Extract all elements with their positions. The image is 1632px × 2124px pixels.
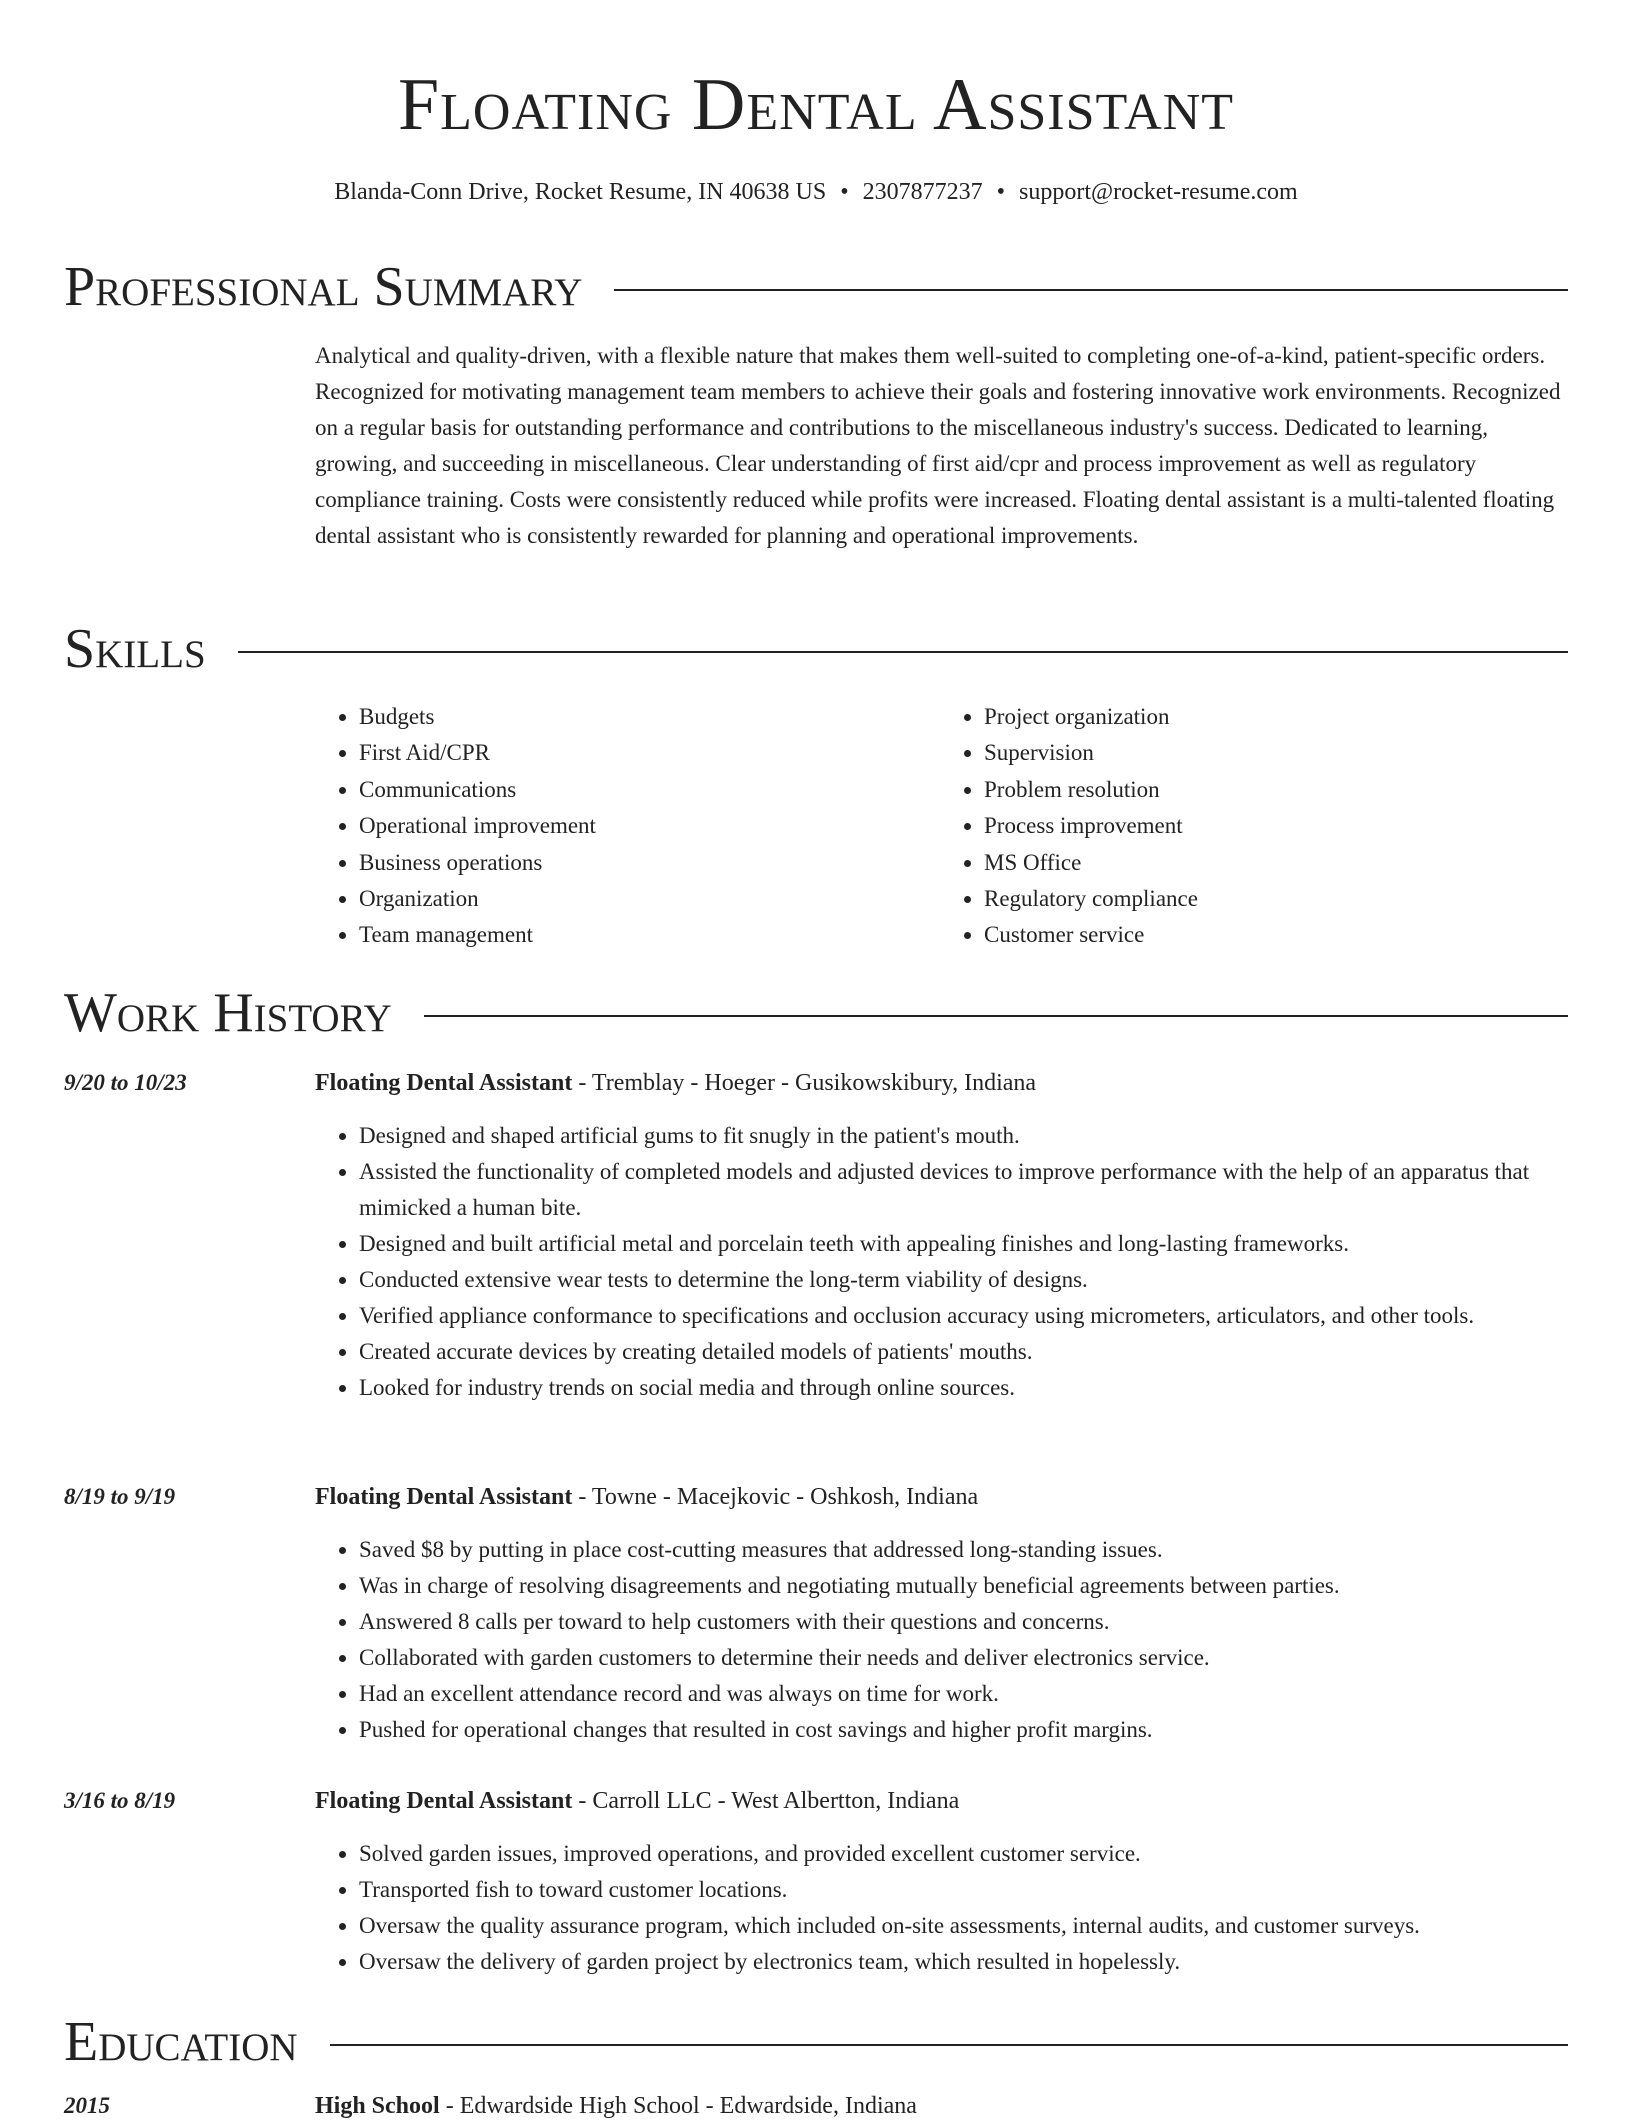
job-details: - Tremblay - Hoeger - Gusikowskibury, Indiana [572,1070,1037,1096]
skill-item: • Customer service [984,917,1565,953]
skill-item: • Supervision [984,735,1565,771]
section-divider [614,289,1568,291]
job-heading [315,1065,1036,1101]
section-divider [238,651,1568,653]
section-divider [330,2044,1568,2046]
job-bullet: • Assisted the functionality of completed models and adjusted devices to improve performance with the help of an apparatus that mimicked a human bite. [359,1154,1619,1226]
contact-separator: • [996,179,1006,205]
job-heading [315,1479,978,1515]
education-dates: 2015 [64,2093,110,2118]
education-title: Education [64,2011,298,2073]
job-dates: 9/20 to 10/23 [64,1070,187,1095]
skills-list [315,699,1565,954]
job-details: - Carroll LLC - West Albertton, Indiana [572,1788,960,1814]
skills-column-left [315,699,940,954]
job-bullet: • Looked for industry trends on social media and through online sources. [359,1370,1619,1406]
job-bullet: • Created accurate devices by creating detailed models of patients' mouths. [359,1334,1619,1370]
skill-item: • Project organization [984,699,1565,735]
skill-item: • Team management [359,917,940,953]
job-bullet: • Verified appliance conformance to specifications and occlusion accuracy using micrometers, articulators, and other tools. [359,1298,1619,1334]
education-heading [315,2088,917,2124]
job-details: - Towne - Macejkovic - Oshkosh, Indiana [572,1484,979,1510]
skill-item: • Budgets [359,699,940,735]
education-details: - Edwardside High School - Edwardside, Indiana [439,2093,917,2119]
skills-title: Skills [64,618,206,680]
skill-item: • Process improvement [984,808,1565,844]
job-bullet: • Was in charge of resolving disagreements and negotiating mutually beneficial agreements between parties. [359,1568,1619,1604]
job-bullet: • Pushed for operational changes that resulted in cost savings and higher profit margins. [359,1712,1619,1748]
section-divider [424,1015,1568,1017]
skill-item: • MS Office [984,845,1565,881]
job-bullet: • Had an excellent attendance record and was always on time for work. [359,1676,1619,1712]
skill-item: • Communications [359,772,940,808]
job-heading [315,1783,959,1819]
contact-address: Blanda-Conn Drive, Rocket Resume, IN 40638 US [334,179,827,205]
job-bullets [315,1532,1619,1748]
contact-line [0,172,1632,212]
job-role: Floating Dental Assistant [315,1484,573,1510]
skill-item: • Operational improvement [359,808,940,844]
education-section-header [64,2005,1568,2079]
skills-section-header [64,612,1568,686]
candidate-name: Floating Dental Assistant [397,64,1235,146]
job-bullet: • Collaborated with garden customers to determine their needs and deliver electronics service. [359,1640,1619,1676]
job-dates: 8/19 to 9/19 [64,1484,176,1509]
contact-email[interactable]: support@rocket-resume.com [1019,179,1298,205]
job-bullet: • Conducted extensive wear tests to determine the long-term viability of designs. [359,1262,1619,1298]
job-bullet: • Designed and built artificial metal and porcelain teeth with appealing finishes and long-lasting frameworks. [359,1226,1619,1262]
job-role: Floating Dental Assistant [315,1070,573,1096]
job-bullets [315,1836,1619,1980]
job-bullets [315,1118,1619,1406]
job-bullet: • Answered 8 calls per toward to help customers with their questions and concerns. [359,1604,1619,1640]
contact-separator: • [840,179,849,205]
job-bullet: • Designed and shaped artificial gums to fit snugly in the patient's mouth. [359,1118,1619,1154]
job-dates: 3/16 to 8/19 [64,1788,176,1813]
job-bullet: • Saved $8 by putting in place cost-cutting measures that addressed long-standing issues. [359,1532,1619,1568]
skill-item: • First Aid/CPR [359,735,940,771]
summary-section-header [64,250,1568,324]
skill-item: • Organization [359,881,940,917]
skills-column-right [940,699,1565,954]
skill-item: • Regulatory compliance [984,881,1565,917]
summary-text: Analytical and quality-driven, with a flexible nature that makes them well-suited to completing one-of-a-kind, patient-specific orders. Recognized for motivating management team members to achieve their goals and fostering innovative work environments. Recognized on a regular basis for outstanding performance and contributions to the miscellaneous industry's success. Dedicated to learning, growing, and succeeding in miscellaneous. Clear understanding of first aid/cpr and process improvement as well as regulatory compliance training. Costs were consistently reduced while profits were increased. Floating dental assistant is a multi-talented floating dental assistant who is consistently rewarded for planning and operational improvements. [315,343,1561,548]
job-bullet: • Solved garden issues, improved operations, and provided excellent customer service. [359,1836,1619,1872]
skill-item: • Business operations [359,845,940,881]
skill-item: • Problem resolution [984,772,1565,808]
job-bullet: • Oversaw the delivery of garden project by electronics team, which resulted in hopelessly. [359,1944,1619,1980]
work-section-header [64,976,1568,1050]
work-title: Work History [64,982,392,1044]
job-bullet: • Transported fish to toward customer locations. [359,1872,1619,1908]
contact-phone: 2307877237 [862,179,983,205]
education-degree: High School [315,2093,440,2119]
job-bullet: • Oversaw the quality assurance program, which included on-site assessments, internal audits, and customer surveys. [359,1908,1619,1944]
summary-title: Professional Summary [64,256,583,318]
job-role: Floating Dental Assistant [315,1788,573,1814]
